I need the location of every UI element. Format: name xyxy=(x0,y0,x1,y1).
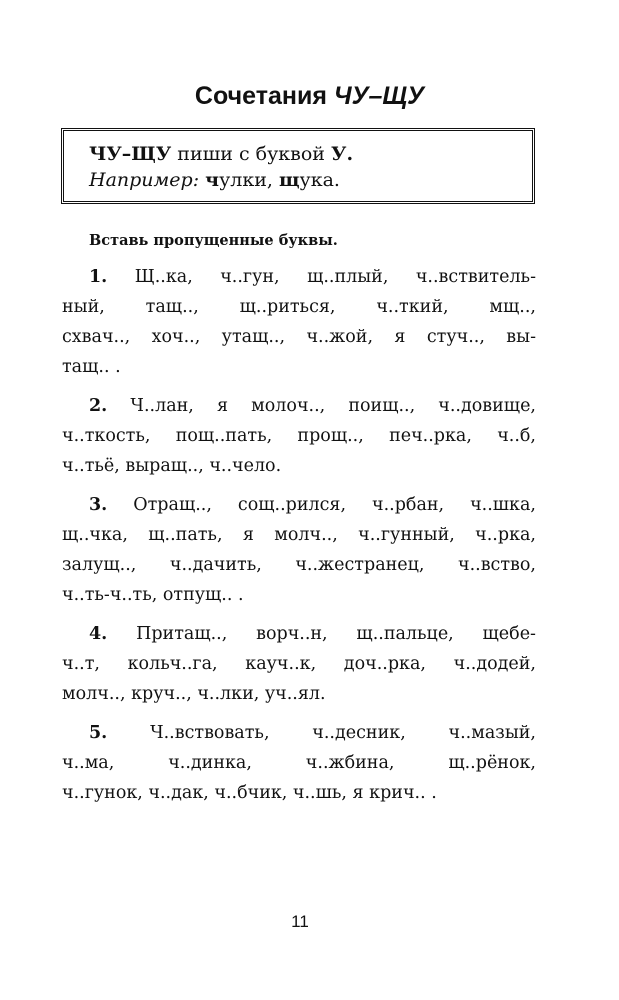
exercise-line: ч..т, кольч..га, кауч..к, доч..рка, ч..додей, xyxy=(62,654,536,674)
exercise-text: Притащ.., ворч..н, щ..пальце, щебе- xyxy=(136,624,536,644)
exercise-line: молч.., круч.., ч..лки, уч..ял. xyxy=(62,684,326,704)
exercise-number: 2. xyxy=(89,396,108,416)
exercise-number: 1. xyxy=(89,267,108,287)
exercise-text: Отращ.., сощ..рился, ч..рбан, ч..шка, xyxy=(133,495,536,515)
rule-content xyxy=(89,141,522,193)
example-1-bold: ч xyxy=(205,169,220,191)
exercise-line xyxy=(62,391,536,421)
rule-period: . xyxy=(346,143,354,165)
exercise-line: ный, тащ.., щ..риться, ч..ткий, мщ.., xyxy=(62,297,536,317)
example-2-bold: щ xyxy=(278,169,300,191)
page-number: 11 xyxy=(291,912,309,931)
exercise-number: 4. xyxy=(89,624,108,644)
exercise-text: Ч..вствовать, ч..десник, ч..мазый, xyxy=(150,723,536,743)
exercise-line: тащ.. . xyxy=(62,357,121,377)
rule-letters: ЧУ–ЩУ xyxy=(89,143,172,165)
example-1-rest: улки, xyxy=(219,169,279,191)
rule-box xyxy=(61,128,535,204)
exercise-4 xyxy=(62,619,536,709)
exercise-text: Щ..ка, ч..гун, щ..плый, ч..вствитель- xyxy=(134,267,536,287)
exercise-2 xyxy=(62,391,536,481)
instruction: Вставь пропущенные буквы. xyxy=(89,232,338,249)
exercise-line: ч..ткость, пощ..пать, прощ.., печ..рка, ч..б, xyxy=(62,426,536,446)
exercise-number: 5. xyxy=(89,723,108,743)
exercise-line xyxy=(62,490,536,520)
title-highlight: ЧУ–ЩУ xyxy=(333,82,425,110)
rule-example-line xyxy=(89,167,522,193)
exercise-line: схвач.., хоч.., утащ.., ч..жой, я стуч.., вы- xyxy=(62,327,536,347)
exercise-5 xyxy=(62,718,536,808)
exercise-line: ч..ма, ч..динка, ч..жбина, щ..рёнок, xyxy=(62,753,536,773)
rule-line xyxy=(89,141,522,167)
exercise-text: Ч..лан, я молоч.., поищ.., ч..довище, xyxy=(130,396,536,416)
exercise-line xyxy=(62,718,536,748)
example-2-rest: ука. xyxy=(299,169,340,191)
exercise-line: залущ.., ч..дачить, ч..жестранец, ч..вство, xyxy=(62,555,536,575)
exercise-1 xyxy=(62,262,536,382)
rule-letter: У xyxy=(331,143,347,165)
exercise-line xyxy=(62,262,536,292)
example-label: Например: xyxy=(89,169,200,191)
rule-text: пиши с буквой xyxy=(171,143,332,165)
exercise-3 xyxy=(62,490,536,610)
exercise-line: ч..гунок, ч..дак, ч..бчик, ч..шь, я крич.. . xyxy=(62,783,437,803)
exercise-line: ч..тьё, выращ.., ч..чело. xyxy=(62,456,282,476)
exercise-line: щ..чка, щ..пать, я молч.., ч..гунный, ч..рка, xyxy=(62,525,536,545)
page-title xyxy=(0,81,619,111)
exercise-list xyxy=(62,262,536,817)
title-prefix: Сочетания xyxy=(194,82,334,110)
exercise-number: 3. xyxy=(89,495,108,515)
exercise-line xyxy=(62,619,536,649)
exercise-line: ч..ть-ч..ть, отпущ.. . xyxy=(62,585,244,605)
